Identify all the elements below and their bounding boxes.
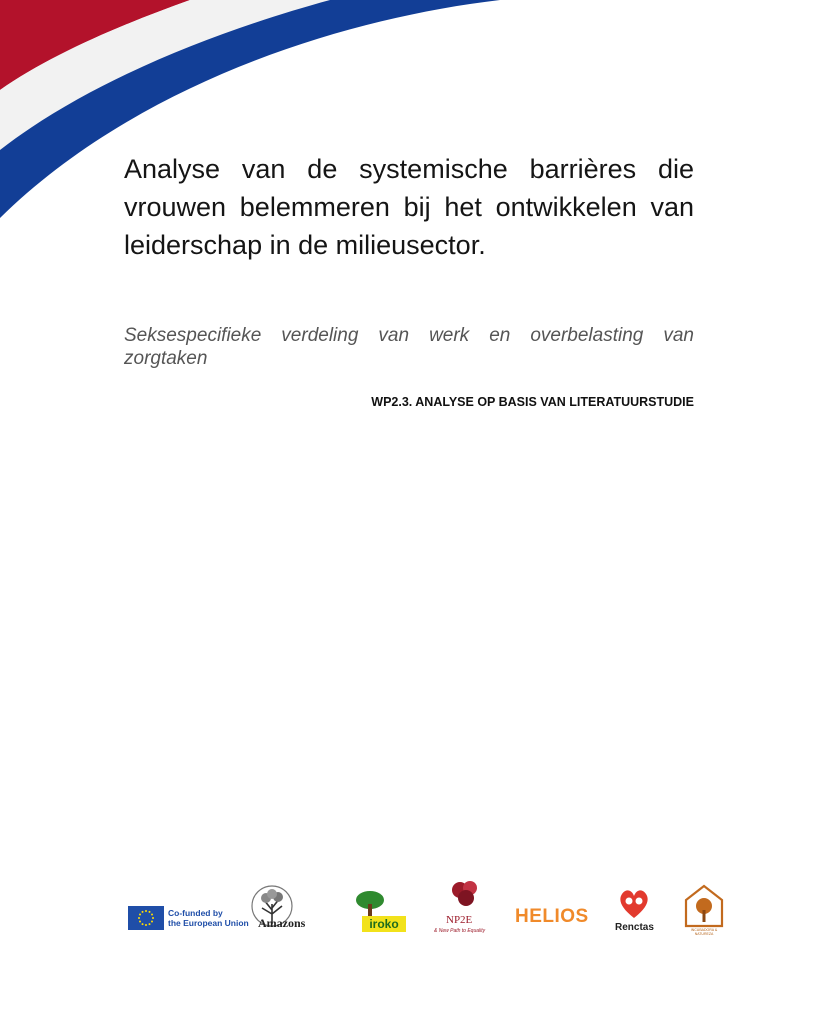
document-subtitle: Seksespecifieke verdeling van werk en overbelasting van zorgtaken <box>124 325 694 369</box>
helios-logo <box>515 906 593 930</box>
helios-label: HELIOS <box>515 906 589 927</box>
house-tree-icon <box>684 884 724 928</box>
renctas-logo <box>612 888 660 936</box>
iroko-label: iroko <box>362 916 406 932</box>
work-package-label: WP2.3. ANALYSE OP BASIS VAN LITERATUURSTUDIE <box>371 395 694 409</box>
np2e-logo <box>432 878 498 938</box>
eu-cofunded-text: Co-funded by the European Union <box>168 908 249 928</box>
incubadora-label: INCUBADORA & NATUREZA <box>690 928 718 936</box>
eu-flag-icon <box>128 906 164 930</box>
eu-cofunded-logo <box>128 906 249 932</box>
iroko-logo <box>352 890 408 934</box>
flower-icon <box>448 878 482 912</box>
renctas-label: Renctas <box>615 922 654 933</box>
amazons-logo <box>250 884 328 934</box>
np2e-tagline: & New Path to Equality <box>434 928 486 934</box>
heart-icon <box>617 888 651 920</box>
incubadora-logo <box>684 884 724 936</box>
document-title: Analyse van de systemische barrières die vrouwen belemmeren bij het ontwikkelen van leiderschap in de milieusector. <box>124 154 694 260</box>
np2e-label: NP2E <box>446 914 473 926</box>
partner-logos-strip <box>0 870 819 950</box>
amazons-label: Amazons <box>258 916 306 930</box>
